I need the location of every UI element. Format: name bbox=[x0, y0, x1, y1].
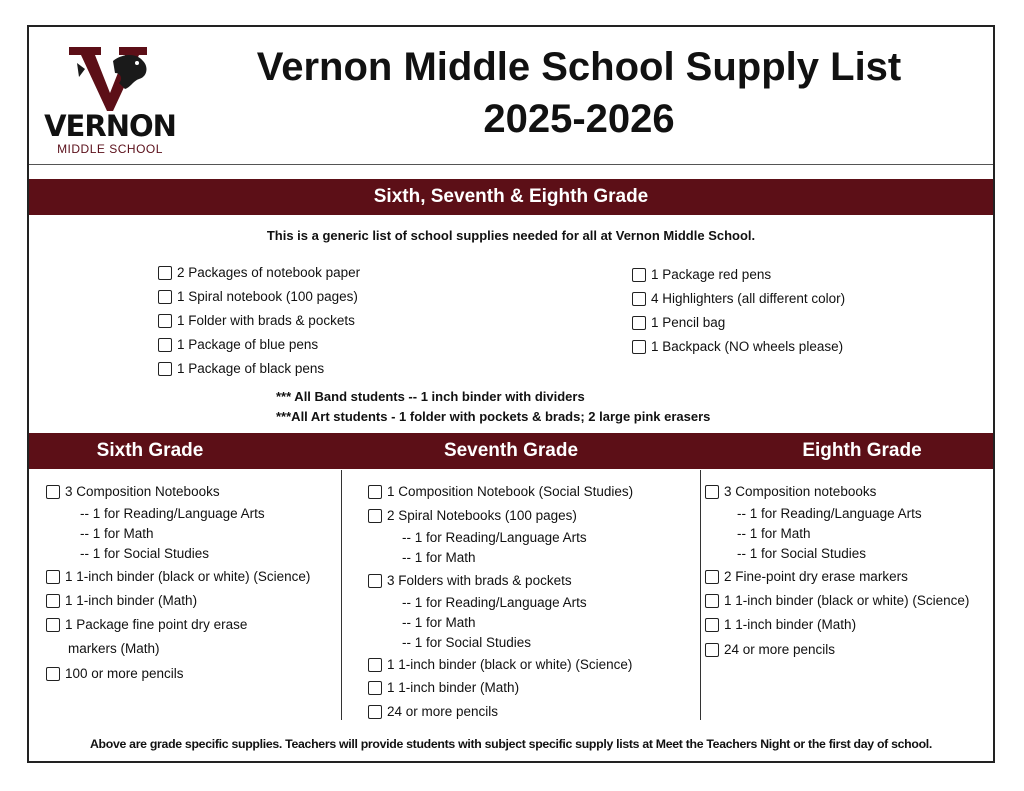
sixth-grade-heading: Sixth Grade bbox=[96, 440, 204, 461]
checkbox-icon[interactable] bbox=[368, 574, 382, 588]
school-logo bbox=[39, 43, 181, 155]
list-item[interactable]: 1 Backpack (NO wheels please) bbox=[632, 338, 843, 356]
checkbox-icon[interactable] bbox=[705, 643, 719, 657]
checkbox-icon[interactable] bbox=[158, 338, 172, 352]
sub-item: -- 1 for Math bbox=[80, 526, 154, 541]
list-item[interactable]: 3 Folders with brads & pockets bbox=[368, 572, 572, 590]
v-mascot-icon bbox=[39, 43, 181, 113]
logo-wordmark: VERNON bbox=[44, 109, 176, 143]
checkbox-icon[interactable] bbox=[158, 266, 172, 280]
checkbox-icon[interactable] bbox=[46, 667, 60, 681]
checkbox-icon[interactable] bbox=[368, 485, 382, 499]
checkbox-icon[interactable] bbox=[46, 618, 60, 632]
band-note: *** All Band students -- 1 inch binder with dividers bbox=[276, 389, 585, 404]
checkbox-icon[interactable] bbox=[705, 485, 719, 499]
checkbox-icon[interactable] bbox=[158, 314, 172, 328]
checkbox-icon[interactable] bbox=[158, 290, 172, 304]
header bbox=[29, 27, 993, 165]
checkbox-icon[interactable] bbox=[705, 570, 719, 584]
checkbox-icon[interactable] bbox=[705, 594, 719, 608]
sub-item: -- 1 for Reading/Language Arts bbox=[737, 506, 922, 521]
list-item[interactable]: 2 Spiral Notebooks (100 pages) bbox=[368, 507, 577, 525]
list-item[interactable]: 1 Package fine point dry erase bbox=[46, 616, 247, 634]
sub-item: -- 1 for Social Studies bbox=[80, 546, 210, 561]
list-item[interactable]: 1 Folder with brads & pockets bbox=[158, 312, 355, 330]
list-item[interactable]: 4 Highlighters (all different color) bbox=[632, 290, 845, 308]
list-item[interactable]: 1 Spiral notebook (100 pages) bbox=[158, 288, 358, 306]
checkbox-icon[interactable] bbox=[632, 316, 646, 330]
list-item[interactable]: 3 Composition Notebooks bbox=[46, 483, 220, 501]
list-item[interactable]: 1 Pencil bag bbox=[632, 314, 725, 332]
list-item[interactable]: 1 1-inch binder (black or white) (Science) bbox=[46, 568, 310, 586]
checkbox-icon[interactable] bbox=[46, 570, 60, 584]
common-section-heading bbox=[29, 179, 993, 215]
column-divider bbox=[341, 470, 342, 720]
list-item[interactable]: 1 Composition Notebook (Social Studies) bbox=[368, 483, 633, 501]
sub-item: -- 1 for Reading/Language Arts bbox=[402, 530, 587, 545]
eighth-grade-heading: Eighth Grade bbox=[802, 440, 922, 461]
checkbox-icon[interactable] bbox=[158, 362, 172, 376]
list-item[interactable]: 1 1-inch binder (Math) bbox=[705, 616, 856, 634]
list-item[interactable]: 2 Fine-point dry erase markers bbox=[705, 568, 908, 586]
common-heading-text: Sixth, Seventh & Eighth Grade bbox=[373, 186, 649, 207]
title-line-1: Vernon Middle School Supply List bbox=[256, 45, 902, 89]
checkbox-icon[interactable] bbox=[46, 594, 60, 608]
checkbox-icon[interactable] bbox=[368, 509, 382, 523]
checkbox-icon[interactable] bbox=[46, 485, 60, 499]
art-note: ***All Art students - 1 folder with pockets & brads; 2 large pink erasers bbox=[276, 409, 711, 424]
seventh-grade-heading: Seventh Grade bbox=[443, 440, 579, 461]
list-item[interactable]: 1 1-inch binder (Math) bbox=[368, 679, 519, 697]
sub-item: -- 1 for Math bbox=[402, 550, 476, 565]
list-item[interactable]: 1 Package of blue pens bbox=[158, 336, 318, 354]
list-item[interactable]: 1 1-inch binder (black or white) (Science) bbox=[368, 656, 632, 674]
sub-item: -- 1 for Math bbox=[402, 615, 476, 630]
page-title bbox=[209, 41, 949, 145]
sub-item: markers (Math) bbox=[68, 641, 160, 656]
sub-item: -- 1 for Reading/Language Arts bbox=[402, 595, 587, 610]
checkbox-icon[interactable] bbox=[368, 705, 382, 719]
list-item[interactable]: 1 1-inch binder (Math) bbox=[46, 592, 197, 610]
supply-list-page bbox=[27, 25, 995, 763]
sub-item: -- 1 for Social Studies bbox=[402, 635, 532, 650]
grade-headings bbox=[29, 433, 993, 469]
logo-subtitle: MIDDLE SCHOOL bbox=[57, 142, 163, 156]
footer-note: Above are grade specific supplies. Teachers will provide students with subject specific supply lists at Meet the Teachers Night or the first day of school. bbox=[89, 737, 933, 751]
list-item[interactable]: 2 Packages of notebook paper bbox=[158, 264, 360, 282]
column-divider bbox=[700, 470, 701, 720]
list-item[interactable]: 3 Composition notebooks bbox=[705, 483, 876, 501]
list-item[interactable]: 100 or more pencils bbox=[46, 665, 184, 683]
sub-item: -- 1 for Social Studies bbox=[737, 546, 867, 561]
checkbox-icon[interactable] bbox=[632, 268, 646, 282]
list-item[interactable]: 1 Package of black pens bbox=[158, 360, 324, 378]
checkbox-icon[interactable] bbox=[705, 618, 719, 632]
list-item[interactable]: 24 or more pencils bbox=[705, 641, 835, 659]
checkbox-icon[interactable] bbox=[632, 340, 646, 354]
title-line-2: 2025-2026 bbox=[483, 97, 675, 141]
checkbox-icon[interactable] bbox=[368, 658, 382, 672]
sub-item: -- 1 for Reading/Language Arts bbox=[80, 506, 265, 521]
sub-item: -- 1 for Math bbox=[737, 526, 811, 541]
list-item[interactable]: 1 Package red pens bbox=[632, 266, 771, 284]
intro-text: This is a generic list of school supplies needed for all at Vernon Middle School. bbox=[266, 228, 756, 243]
list-item[interactable]: 1 1-inch binder (black or white) (Science) bbox=[705, 592, 969, 610]
checkbox-icon[interactable] bbox=[632, 292, 646, 306]
checkbox-icon[interactable] bbox=[368, 681, 382, 695]
list-item[interactable]: 24 or more pencils bbox=[368, 703, 498, 721]
